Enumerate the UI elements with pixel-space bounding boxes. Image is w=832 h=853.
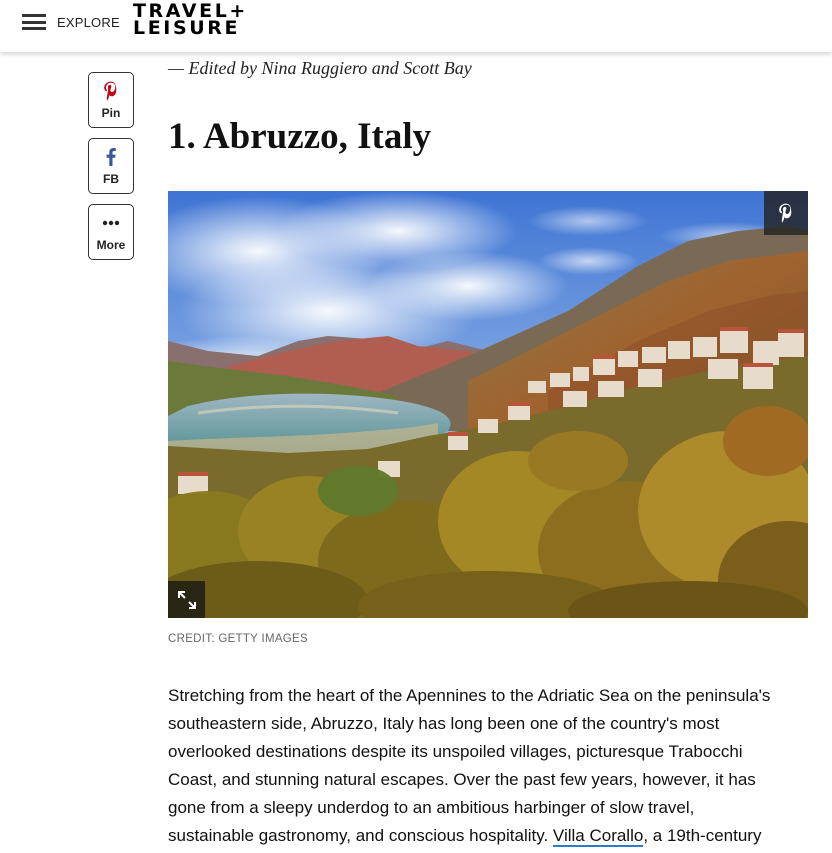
image-credit: CREDIT: GETTY IMAGES <box>168 633 308 645</box>
body-line: overlooked destinations despite its unspoiled villages, picturesque Trabocchi <box>168 742 743 761</box>
article-photo[interactable] <box>168 191 808 618</box>
photo-pin-button[interactable] <box>764 191 808 235</box>
body-line-with-link <box>168 822 818 850</box>
pinterest-icon <box>89 81 133 101</box>
section-heading: 1. Abruzzo, Italy <box>168 116 432 157</box>
body-line: Coast, and stunning natural escapes. Over the past few years, however, it has <box>168 770 756 789</box>
site-header <box>0 0 832 52</box>
article-body-paragraph <box>168 682 818 850</box>
photo-expand-button[interactable] <box>168 581 205 618</box>
explore-menu-label[interactable]: EXPLORE <box>57 15 120 30</box>
site-logo[interactable] <box>133 0 248 39</box>
share-facebook-button[interactable] <box>88 138 134 194</box>
facebook-icon <box>89 147 133 167</box>
more-dots-icon <box>89 213 133 233</box>
body-text-fragment: sustainable gastronomy, and conscious hospitality. <box>168 826 553 845</box>
hamburger-menu-icon[interactable] <box>22 14 46 30</box>
pinterest-icon <box>778 203 794 223</box>
body-line: gone from a sleepy underdog to an ambitious harbinger of slow travel, <box>168 798 695 817</box>
logo-line-2: LEISURE <box>133 17 241 39</box>
expand-icon <box>177 590 197 610</box>
share-pinterest-button[interactable] <box>88 72 134 128</box>
share-more-button[interactable] <box>88 204 134 260</box>
body-line: Stretching from the heart of the Apennines to the Adriatic Sea on the peninsula's <box>168 686 771 705</box>
share-pinterest-label: Pin <box>101 106 121 120</box>
abruzzo-landscape-illustration <box>168 191 808 618</box>
villa-corallo-link[interactable]: Villa Corallo <box>552 826 644 845</box>
article-editors-byline: — Edited by Nina Ruggiero and Scott Bay <box>168 58 472 78</box>
share-facebook-label: FB <box>103 172 119 186</box>
share-more-label: More <box>96 238 126 252</box>
logo-line-1: TRAVEL+ <box>133 0 248 22</box>
body-text-fragment: , a 19th-century <box>643 826 762 845</box>
body-line: southeastern side, Abruzzo, Italy has long been one of the country's most <box>168 714 720 733</box>
